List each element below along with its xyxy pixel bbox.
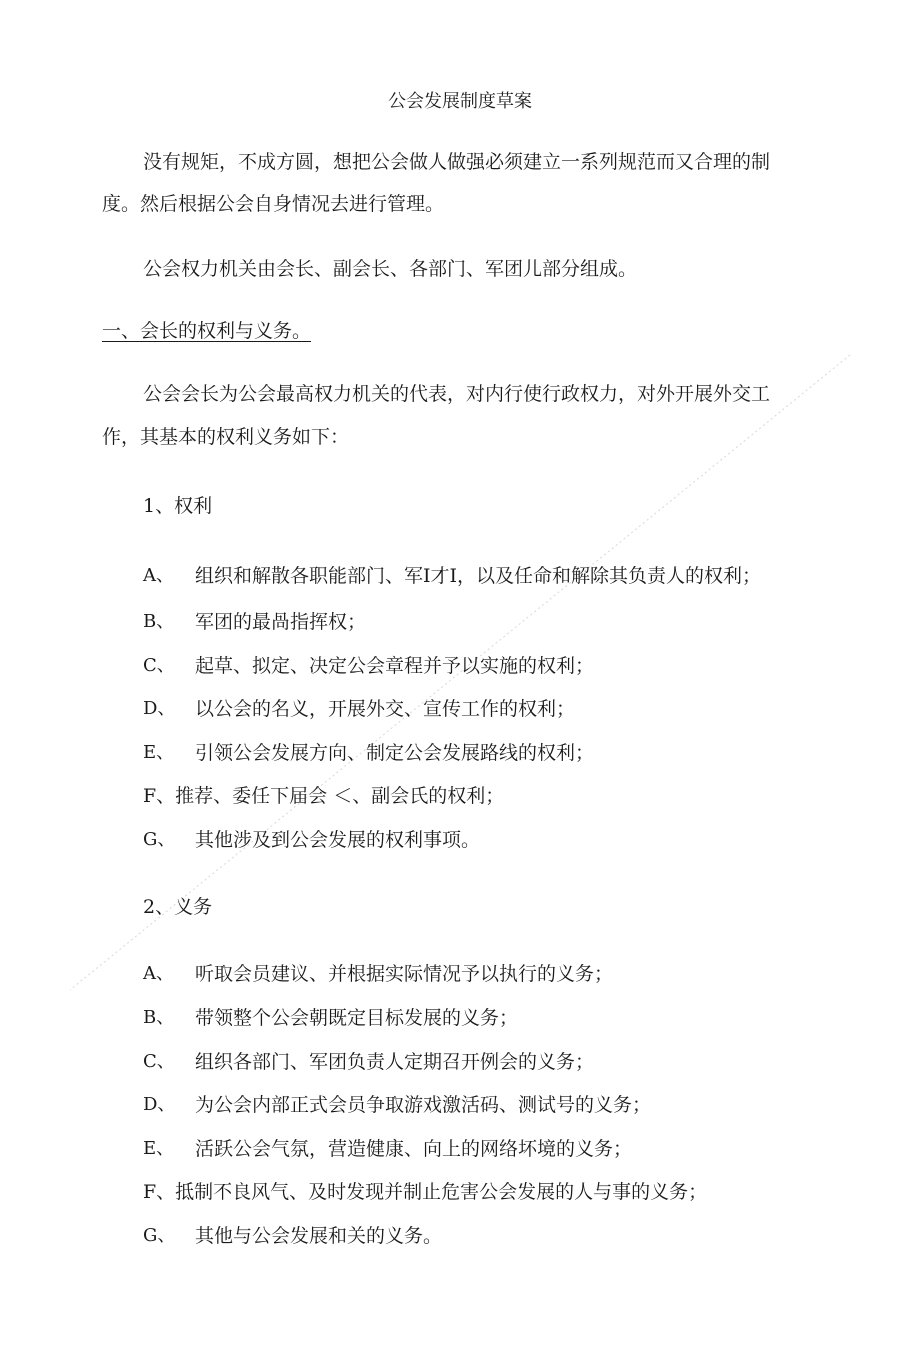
rights-item-text: 引领公会发展方向、制定公会发展路线的权利；	[195, 742, 595, 764]
duties-item-text: F、抵制不良风气、及时发现并制止危害公会发展的人与事的义务；	[143, 1181, 708, 1203]
section1-intro-line2: 作，其基本的权利义务如下：	[102, 426, 350, 448]
rights-item-text: 其他涉及到公会发展的权利事项。	[195, 829, 481, 851]
duties-item-text: 听取会员建议、并根据实际情况予以执行的义务；	[195, 963, 614, 985]
rights-item-letter: A、	[143, 565, 174, 586]
rights-item-text: 起草、拟定、决定公会章程并予以实施的权利；	[195, 655, 595, 677]
duties-item-text: 其他与公会发展和关的义务。	[195, 1225, 443, 1247]
rights-heading: 1、权利	[143, 495, 213, 517]
duties-item-letter: B、	[143, 1007, 175, 1028]
duties-item-text: 活跃公会气氛，营造健康、向上的网络坏境的义务；	[195, 1138, 633, 1160]
intro-paragraph-line2: 度。然后根据公会自身情况去进行管理。	[102, 193, 445, 215]
duties-item-letter: E、	[143, 1138, 175, 1159]
section1-heading: 一、会长的权利与义务。	[102, 320, 312, 342]
rights-item-text: 组织和解散各职能部门、军I才I，以及任命和解除其负责人的权利；	[195, 565, 762, 587]
duties-item-letter: D、	[143, 1094, 176, 1115]
duties-item-text: 组织各部门、军团负责人定期召开例会的义务；	[195, 1051, 595, 1073]
section1-intro-line1: 公会会长为公会最高权力机关的代表，对内行使行政权力，对外开展外交工	[143, 383, 771, 405]
rights-item-letter: D、	[143, 698, 176, 719]
duties-item-letter: C、	[143, 1051, 175, 1072]
duties-item-text: 带领整个公会朝既定目标发展的义务；	[195, 1007, 519, 1029]
duties-item-letter: G、	[143, 1225, 176, 1246]
rights-item-text: F、推荐、委任下届会 ＜、副会氏的权利；	[143, 785, 505, 807]
duties-item-text: 为公会内部正式会员争取游戏激活码、测试号的义务；	[195, 1094, 652, 1116]
composition-paragraph: 公会权力机关由会长、副会长、各部门、军团儿部分组成。	[143, 258, 638, 280]
intro-paragraph-line1: 没有规矩，不成方圆，想把公会做人做强必须建立一系列规范而又合理的制	[143, 151, 771, 173]
rights-item-letter: C、	[143, 655, 175, 676]
rights-item-letter: B、	[143, 611, 175, 632]
rights-item-letter: G、	[143, 829, 176, 850]
duties-heading: 2、义务	[143, 896, 213, 918]
rights-item-letter: E、	[143, 742, 175, 763]
duties-item-letter: A、	[143, 963, 174, 984]
rights-item-text: 军团的最咼指挥权；	[195, 611, 367, 633]
rights-item-text: 以公会的名义，开展外交、宣传工作的权利；	[195, 698, 576, 720]
document-title: 公会发展制度草案	[388, 91, 532, 112]
